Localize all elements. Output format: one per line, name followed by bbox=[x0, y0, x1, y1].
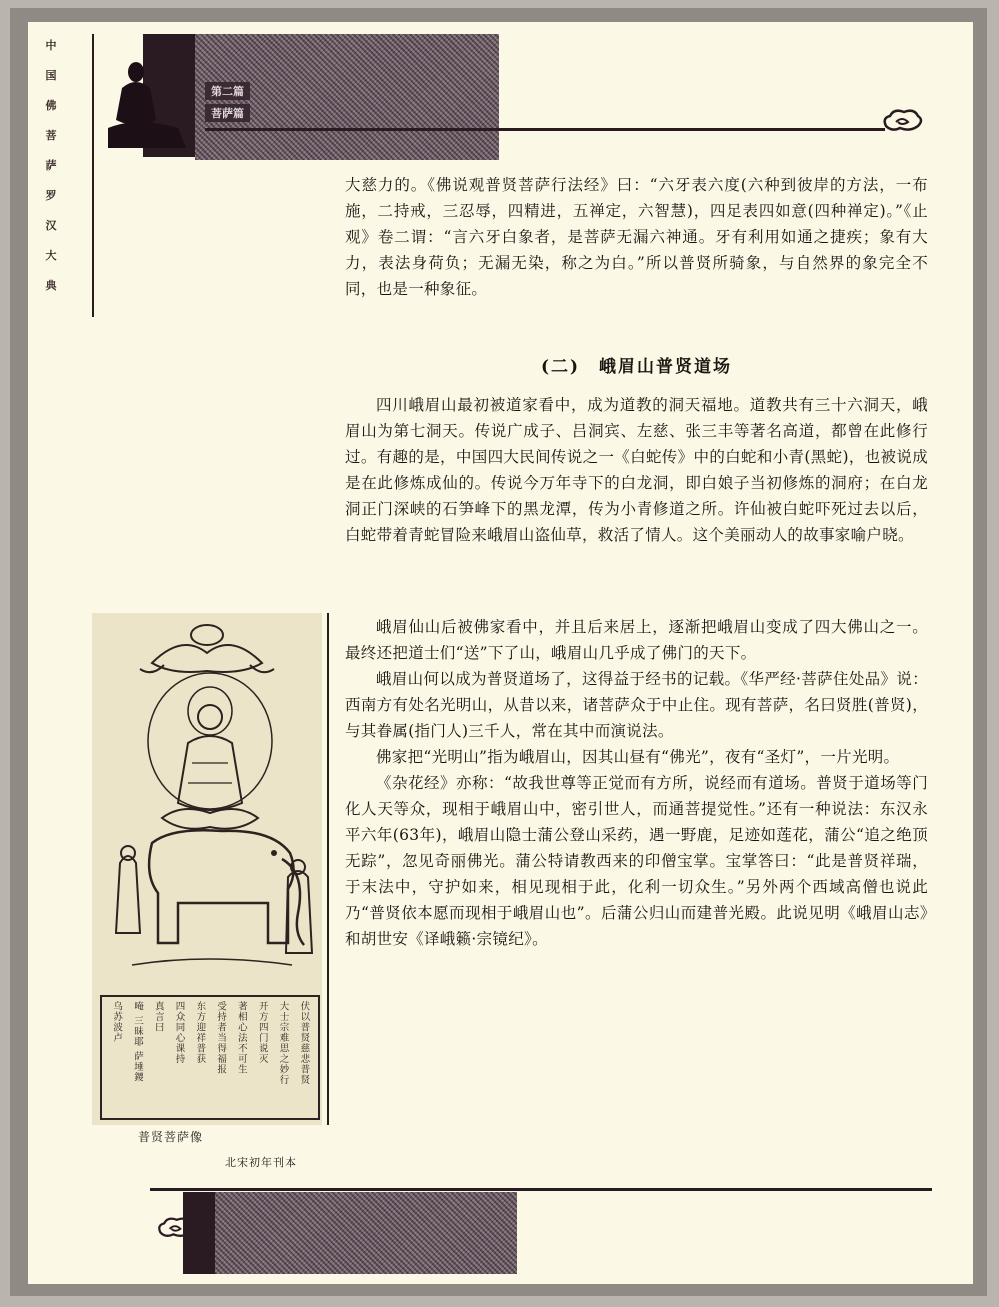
figure-caption: 普贤菩萨像 bbox=[138, 1130, 204, 1144]
inscription-column: 东方迎祥普获 bbox=[194, 1001, 206, 1064]
inscription-column: 乌苏波卢 bbox=[111, 1001, 123, 1043]
chapter-name: 菩萨篇 bbox=[205, 104, 250, 122]
intro-paragraph: 大慈力的。《佛说观普贤菩萨行法经》曰：“六牙表六度(六种到彼岸的方法，一布施，二持戒，三忍辱，四精进，五禅定，六智慧)，四足表四如意(四种禅定)。”《止观》卷二谓：“言六牙白象者，是菩萨无漏六神通。牙有利用如通之捷疾；象有大力，表法身荷负；无漏无染，称之为白。”所以普贤所骑象，与自然界的象完全不同，也是一种象征。 bbox=[345, 176, 928, 298]
inscription-column: 大士宗难思之妙行 bbox=[277, 1001, 289, 1085]
inscription-column: 四众同心课持 bbox=[173, 1001, 185, 1064]
figure-source: 北宋初年刊本 bbox=[225, 1156, 297, 1169]
figure-rule bbox=[327, 613, 329, 1125]
inscription-column: 受持者当得福报 bbox=[215, 1001, 227, 1075]
series-title-char: 典 bbox=[45, 279, 57, 292]
series-title-char: 中 bbox=[45, 39, 57, 52]
intro-paragraph-block bbox=[345, 172, 928, 302]
paragraph: 峨眉仙山后被佛家看中，并且后来居上，逐渐把峨眉山变成了四大佛山之一。最终还把道士们“送”下了山，峨眉山几乎成了佛门的天下。 bbox=[345, 618, 928, 662]
section-title: (二) 峨眉山普贤道场 bbox=[540, 357, 733, 377]
inscription-column: 真言曰 bbox=[152, 1001, 164, 1033]
series-title-char: 佛 bbox=[45, 99, 57, 112]
header-rule bbox=[205, 128, 885, 131]
margin-rule bbox=[92, 34, 94, 317]
samantabhadra-on-elephant-icon bbox=[92, 613, 322, 998]
series-title-vertical bbox=[40, 40, 62, 310]
cloud-ornament-icon bbox=[155, 1215, 195, 1241]
paragraph: 《杂花经》亦称：“故我世尊等正觉而有方所，说经而有道场。普贤于道场等门化人天等众，现相于峨眉山中，密引世人，而通菩提觉性。”还有一种说法：东汉永平六年(63年)，峨眉山隐士蒲公登山采药，遇一野鹿，足迹如莲花，蒲公“追之绝顶无踪”，忽见奇丽佛光。蒲公特请教西来的印僧宝掌。宝掌答曰：“此是普贤祥瑞，于末法中，守护如来，相见现相于此，化利一切众生。”另外两个西域高僧也说此乃“普贤依本愿而现相于峨眉山也”。后蒲公归山而建普光殿。此说见明《峨眉山志》和胡世安《译峨籁·宗镜纪》。 bbox=[345, 774, 928, 948]
paragraph: 佛家把“光明山”指为峨眉山，因其山昼有“佛光”，夜有“圣灯”，一片光明。 bbox=[376, 748, 900, 766]
series-title-char: 萨 bbox=[45, 159, 57, 172]
chapter-number: 第二篇 bbox=[205, 82, 250, 100]
paragraph: 峨眉山何以成为普贤道场了，这得益于经书的记载。《华严经·菩萨住处品》说：西南方有处名光明山，从昔以来，诸菩萨众于中止住。现有菩萨，名曰贤胜(普贤)，与其眷属(指门人)三千人，常在其中而演说法。 bbox=[345, 670, 928, 740]
figure-inscription bbox=[100, 995, 320, 1120]
buddha-silhouette-icon bbox=[108, 58, 198, 153]
inscription-column: 开方四门说灭 bbox=[256, 1001, 268, 1064]
inscription-column: 著相心法不可生 bbox=[235, 1001, 247, 1075]
series-title-char: 汉 bbox=[45, 219, 57, 232]
main-text bbox=[345, 392, 928, 548]
series-title-char: 大 bbox=[45, 249, 57, 262]
inscription-column: 伏以普贤慈悲普贤 bbox=[298, 1001, 310, 1085]
series-title-char: 菩 bbox=[45, 129, 57, 142]
paragraph: 四川峨眉山最初被道家看中，成为道教的洞天福地。道教共有三十六洞天，峨眉山为第七洞天。传说广成子、吕洞宾、左慈、张三丰等著名高道，都曾在此修行过。有趣的是，中国四大民间传说之一《白蛇传》中的白蛇和小青(黑蛇)，也被说成是在此修炼成仙的。传说今万年寺下的白龙洞，即白娘子当初修炼的洞府；在白龙洞正门深峡的石笋峰下的黑龙潭，传为小青修道之所。许仙被白蛇吓死过去以后，白蛇带着青蛇冒险来峨眉山盗仙草，救活了情人。这个美丽动人的故事家喻户晓。 bbox=[345, 396, 928, 544]
cloud-ornament-icon bbox=[880, 108, 924, 134]
chapter-label bbox=[205, 82, 250, 122]
inscription-column: 唵 三昧耶 萨埵鑁 bbox=[131, 1001, 143, 1083]
series-title-char: 国 bbox=[45, 69, 57, 82]
main-text-2 bbox=[345, 614, 928, 952]
footer-rule bbox=[150, 1188, 932, 1191]
footer-texture-block bbox=[215, 1192, 517, 1274]
series-title-char: 罗 bbox=[45, 189, 57, 202]
